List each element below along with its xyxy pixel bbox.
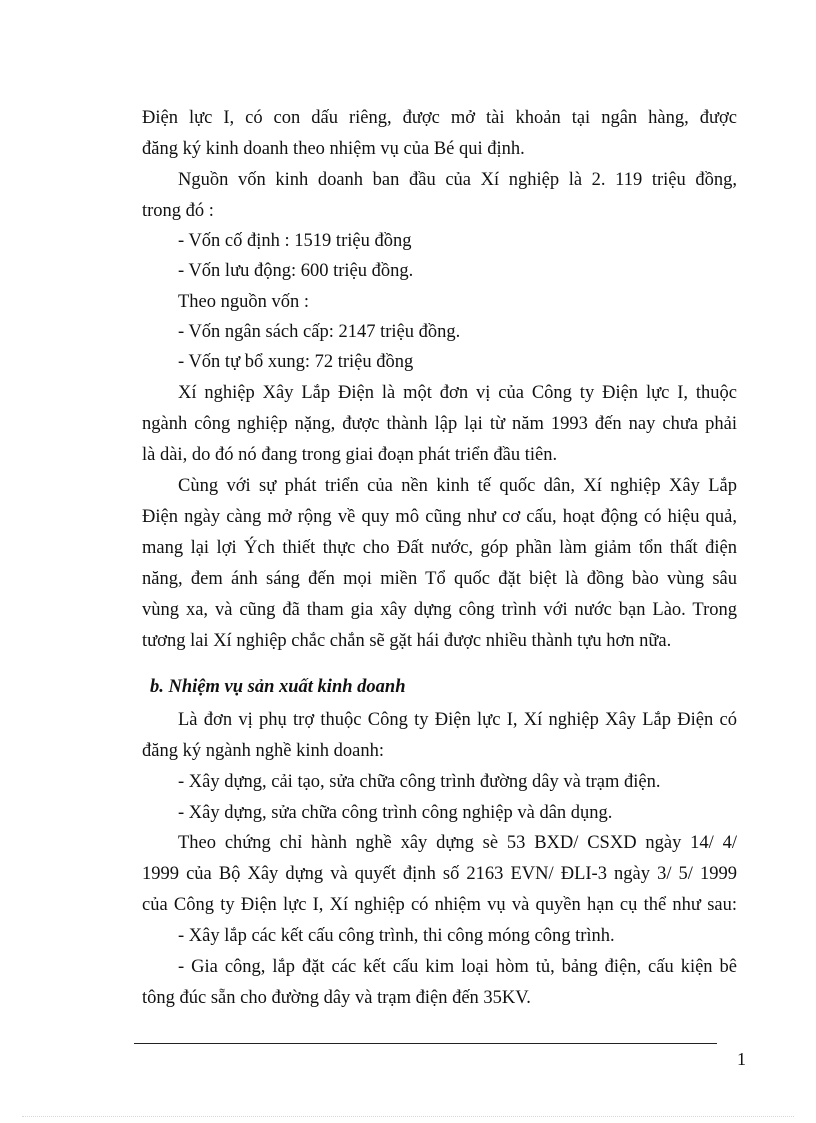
text-line: Theo chứng chỉ hành nghề xây dựng sè 53 BXD/ CSXD ngày 14/ 4/ — [178, 833, 737, 853]
list-item: - Vốn lưu động: 600 triệu đồng. — [178, 261, 414, 281]
text-line: tương lai Xí nghiệp chắc chắn sẽ gặt hái được nhiều thành tựu hơn nữa. — [142, 631, 672, 651]
text-line: Là đơn vị phụ trợ thuộc Công ty Điện lực I, Xí nghiệp Xây Lắp Điện có — [178, 710, 737, 730]
text-line: Điện ngày càng mở rộng về quy mô cũng như cơ cấu, hoạt động có hiệu quả, — [142, 507, 737, 527]
list-item: - Vốn tự bổ xung: 72 triệu đồng — [178, 352, 414, 372]
text-line: vùng xa, và cũng đã tham gia xây dựng công trình với nước bạn Lào. Trong — [142, 600, 737, 620]
page-edge-divider — [22, 1116, 794, 1117]
text-line: của Công ty Điện lực I, Xí nghiệp có nhiệm vụ và quyền hạn cụ thể như sau: — [142, 895, 737, 915]
page-number: 1 — [737, 1049, 746, 1069]
list-item: - Xây dựng, sửa chữa công trình công nghiệp và dân dụng. — [178, 803, 613, 823]
text-line: trong đó : — [142, 201, 214, 221]
text-line: Nguồn vốn kinh doanh ban đầu của Xí nghiệp là 2. 119 triệu đồng, — [178, 170, 737, 190]
text-line: đăng ký kinh doanh theo nhiệm vụ của Bé qui định. — [142, 139, 525, 159]
text-line: đăng ký ngành nghề kinh doanh: — [142, 741, 384, 761]
list-item: - Vốn ngân sách cấp: 2147 triệu đồng. — [178, 322, 461, 342]
footer-divider — [134, 1043, 717, 1044]
list-item: - Gia công, lắp đặt các kết cấu kim loại hòm tủ, bảng điện, cấu kiện bê — [178, 957, 737, 977]
text-line: mang lại lợi Ých thiết thực cho Đất nước, góp phần làm giảm tổn thất điện — [142, 538, 737, 558]
list-item: - Vốn cố định : 1519 triệu đồng — [178, 231, 412, 251]
text-line: Theo nguồn vốn : — [178, 292, 310, 312]
text-line: năng, đem ánh sáng đến mọi miền Tổ quốc đặt biệt là đồng bào vùng sâu — [142, 569, 737, 589]
text-line: 1999 của Bộ Xây dựng và quyết định số 2163 EVN/ ĐLI-3 ngày 3/ 5/ 1999 — [142, 864, 737, 884]
text-line: Xí nghiệp Xây Lắp Điện là một đơn vị của Công ty Điện lực I, thuộc — [178, 383, 737, 403]
list-item: - Xây lắp các kết cấu công trình, thi công móng công trình. — [178, 926, 615, 946]
text-line: ngành công nghiệp nặng, được thành lập lại từ năm 1993 đến nay chưa phải — [142, 414, 737, 434]
text-line: Điện lực I, có con dấu riêng, được mở tài khoản tại ngân hàng, được — [142, 108, 737, 128]
list-item: - Xây dựng, cải tạo, sửa chữa công trình đường dây và trạm điện. — [178, 772, 661, 792]
text-line: Cùng với sự phát triển của nền kinh tế quốc dân, Xí nghiệp Xây Lắp — [178, 476, 737, 496]
section-heading: b. Nhiệm vụ sản xuất kinh doanh — [150, 677, 406, 697]
text-line: tông đúc sẵn cho đường dây và trạm điện đến 35KV. — [142, 988, 531, 1008]
text-line: là dài, do đó nó đang trong giai đoạn phát triển đầu tiên. — [142, 445, 558, 465]
